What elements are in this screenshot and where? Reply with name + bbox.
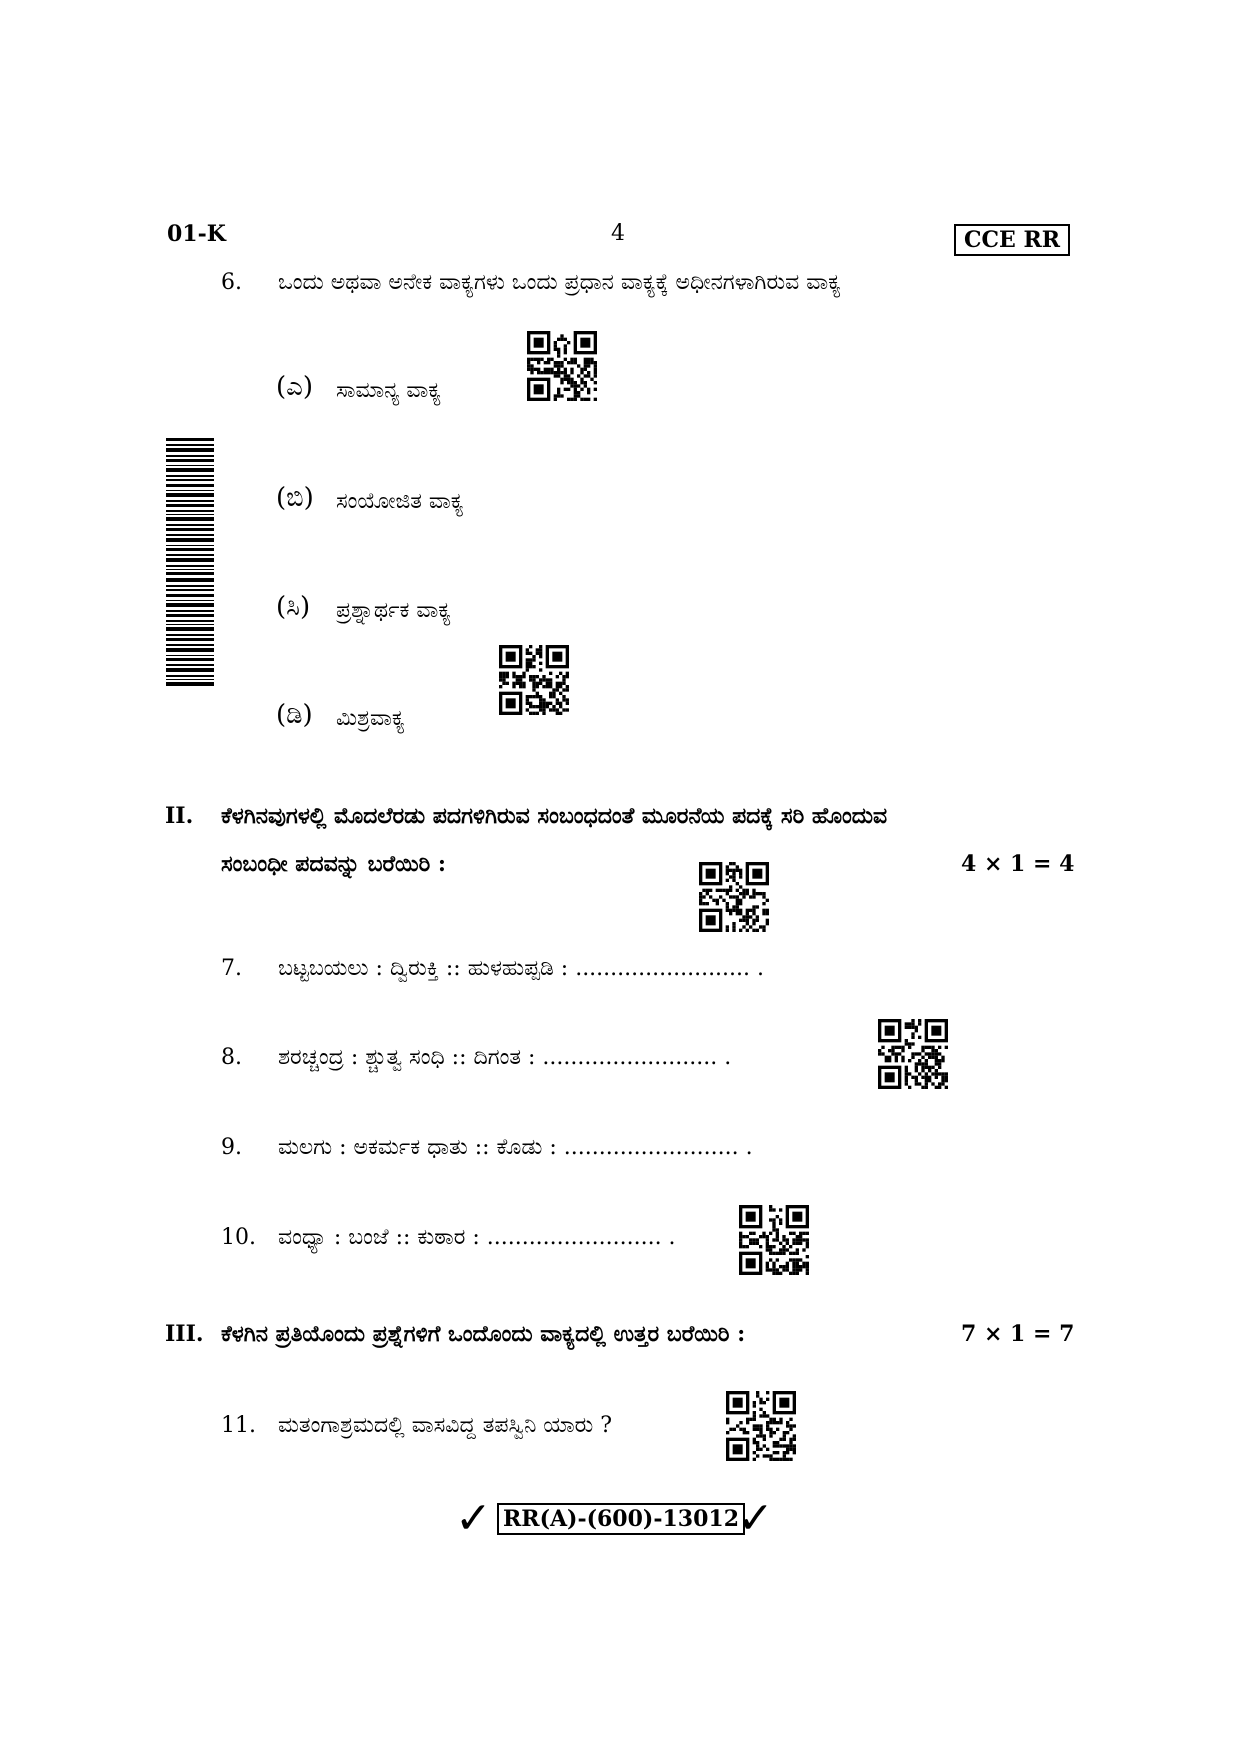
question-number: 6.: [221, 270, 242, 295]
paper-code: 01-K: [167, 221, 226, 247]
option-text: ಪ್ರಶ್ನಾರ್ಥಕ ವಾಕ್ಯ: [336, 598, 452, 623]
check-mark-icon: ✓: [737, 1493, 774, 1544]
section-2-marks: 4 × 1 = 4: [961, 851, 1075, 877]
question-number: 11.: [221, 1413, 256, 1438]
section-3-numeral: III.: [165, 1321, 204, 1347]
question-number: 7.: [221, 956, 242, 981]
question-text: ಬಟ್ಟಬಯಲು : ದ್ವಿರುಕ್ತಿ :: ಹುಳಹುಪ್ಪಡಿ : ......................... .: [278, 956, 765, 981]
question-text: ಮತಂಗಾಶ್ರಮದಲ್ಲಿ ವಾಸವಿದ್ದ ತಪಸ್ವಿನಿ ಯಾರು ?: [278, 1413, 613, 1438]
section-2-instruction-line-2: ಸಂಬಂಧೀ ಪದವನ್ನು ಬರೆಯಿರಿ :: [221, 851, 447, 877]
question-number: 9.: [221, 1135, 242, 1160]
qr-code-icon: [878, 1019, 948, 1089]
page-number: 4: [611, 221, 625, 246]
qr-code-icon: [699, 862, 769, 932]
exam-box: CCE RR: [954, 224, 1070, 256]
option-label: (ಬಿ): [276, 483, 314, 513]
section-3-instruction: ಕೆಳಗಿನ ಪ್ರತಿಯೊಂದು ಪ್ರಶ್ನೆಗಳಿಗೆ ಒಂದೊಂದು ವಾಕ್ಯದಲ್ಲಿ ಉತ್ತರ ಬರೆಯಿರಿ :: [221, 1321, 746, 1347]
option-label: (ಸಿ): [276, 592, 311, 622]
option-label: (ಎ): [276, 372, 313, 402]
qr-code-icon: [527, 331, 597, 401]
question-number: 8.: [221, 1045, 242, 1070]
section-2-numeral: II.: [165, 803, 194, 829]
question-text: ವಂಧ್ಯಾ : ಬಂಜೆ :: ಕುಠಾರ : ......................... .: [278, 1225, 676, 1250]
qr-code-icon: [726, 1391, 796, 1461]
question-text: ಒಂದು ಅಥವಾ ಅನೇಕ ವಾಕ್ಯಗಳು ಒಂದು ಪ್ರಧಾನ ವಾಕ್ಯಕ್ಕೆ ಅಧೀನಗಳಾಗಿರುವ ವಾಕ್ಯ: [278, 270, 842, 295]
qr-code-icon: [499, 645, 569, 715]
option-text: ಮಿಶ್ರವಾಕ್ಯ: [336, 706, 405, 731]
option-text: ಸಾಮಾನ್ಯ ವಾಕ್ಯ: [336, 378, 442, 403]
question-number: 10.: [221, 1225, 256, 1250]
footer-code: RR(A)-(600)-13012: [497, 1503, 745, 1535]
question-text: ಮಲಗು : ಅಕರ್ಮಕ ಧಾತು :: ಕೊಡು : ......................... .: [278, 1135, 753, 1160]
option-label: (ಡಿ): [276, 700, 313, 730]
option-text: ಸಂಯೋಜಿತ ವಾಕ್ಯ: [336, 489, 464, 514]
check-mark-icon: ✓: [455, 1493, 492, 1544]
section-2-instruction-line-1: ಕೆಳಗಿನವುಗಳಲ್ಲಿ ಮೊದಲೆರಡು ಪದಗಳಿಗಿರುವ ಸಂಬಂಧದಂತೆ ಮೂರನೆಯ ಪದಕ್ಕೆ ಸರಿ ಹೊಂದುವ: [221, 803, 888, 829]
question-text: ಶರಚ್ಚಂದ್ರ : ಶ್ಚುತ್ವ ಸಂಧಿ :: ದಿಗಂತ : ......................... .: [278, 1045, 732, 1070]
section-3-marks: 7 × 1 = 7: [961, 1321, 1075, 1347]
barcode-icon: [166, 438, 214, 688]
qr-code-icon: [739, 1205, 809, 1275]
